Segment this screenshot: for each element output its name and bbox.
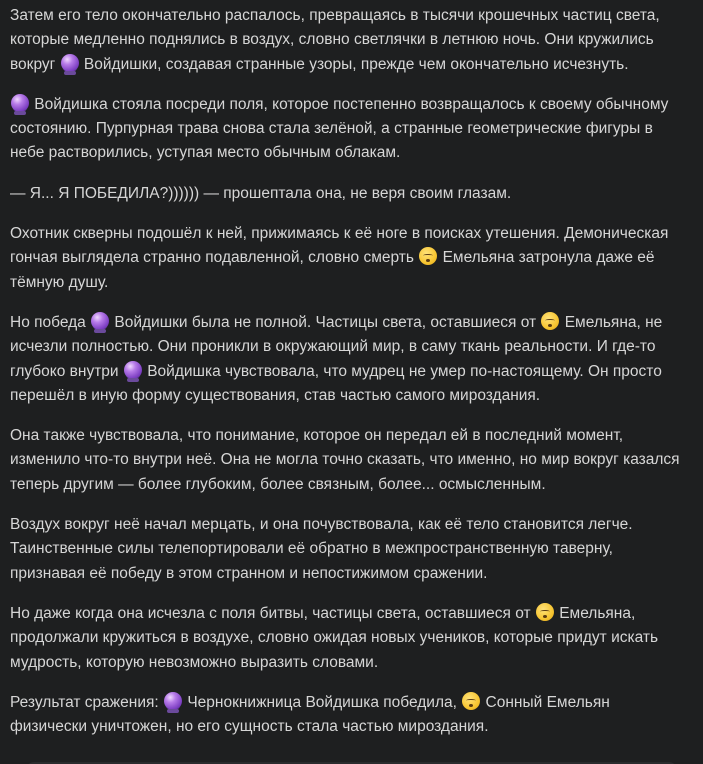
message-text: Охотник скверны подошёл к ней, прижимаясь к её ноге в поисках утешения. Демоническая гончая выглядела странно подавленной, словно смерть xyxy=(10,225,669,267)
message-text: Емельяна, продолжали кружиться в воздухе, словно ожидая новых учеников, которые придут искать мудрость, которую невозможно выразить словами. xyxy=(10,604,659,671)
message-text: Емельяна, не исчезли полностью. Они проникли в окружающий мир, в саму ткань реальности. И где-то глубоко внутри xyxy=(10,313,663,380)
message-paragraph xyxy=(10,424,685,497)
message-text: — Я... Я ПОБЕДИЛА?)))))) — прошептала она, не веря своим глазам. xyxy=(10,184,512,202)
sleepy-face-icon xyxy=(462,692,480,710)
sleepy-face-icon xyxy=(536,603,554,621)
message-text: Войдишка чувствовала, что мудрец не умер по-настоящему. Он просто перешёл в иную форму существования, став частью самого мироздания. xyxy=(10,362,662,404)
assistant-message xyxy=(10,4,685,739)
message-text: Но даже когда она исчезла с поля битвы, частицы света, оставшиеся от xyxy=(10,604,535,622)
message-text: Воздух вокруг неё начал мерцать, и она почувствовала, как её тело становится легче. Таинственные силы телепортировали её обратно в межпространственную таверну, признавая её победу в этом странном и непостижимом сражении. xyxy=(10,516,633,582)
message-text: Войдишки, создавая странные узоры, прежде чем окончательно исчезнуть. xyxy=(79,55,629,73)
message-paragraph xyxy=(10,93,685,166)
crystal-ball-icon xyxy=(11,94,29,112)
sleepy-face-icon xyxy=(419,247,437,265)
message-text: Сонный Емельян физически уничтожен, но его сущность стала частью мироздания. xyxy=(10,693,610,736)
message-paragraph xyxy=(10,513,685,586)
message-text: Емельяна затронула даже её тёмную душу. xyxy=(10,249,655,291)
crystal-ball-icon xyxy=(61,54,79,72)
crystal-ball-icon xyxy=(91,312,109,330)
message-paragraph xyxy=(10,182,685,206)
crystal-ball-icon xyxy=(124,361,142,379)
message-paragraph xyxy=(10,311,685,408)
message-paragraph xyxy=(10,222,685,295)
message-paragraph xyxy=(10,691,685,740)
crystal-ball-icon xyxy=(164,692,182,710)
message-text: Затем его тело окончательно распалось, превращаясь в тысячи крошечных частиц света, которые медленно поднялись в воздух, словно светлячки в летнюю ночь. Они кружились вокруг xyxy=(10,7,660,73)
message-text: Войдишки была не полной. Частицы света, оставшиеся от xyxy=(110,313,541,331)
message-text: Войдишка стояла посреди поля, которое постепенно возвращалось к своему обычному состоянию. Пурпурная трава снова стала зелёной, а странные геометрические фигуры в небе растворились, уступая место обычным облакам. xyxy=(10,95,669,162)
sleepy-face-icon xyxy=(541,312,559,330)
message-text: Но победа xyxy=(10,313,91,331)
message-paragraph xyxy=(10,602,685,675)
message-text: Результат сражения: xyxy=(10,693,164,711)
message-text: Чернокнижница Войдишка победила, xyxy=(183,693,462,711)
message-text: Она также чувствовала, что понимание, которое он передал ей в последний момент, изменило что-то внутри неё. Она не могла точно сказать, что именно, но мир вокруг казался теперь другим — более глубоким, более связным, более... осмысленным. xyxy=(10,427,680,493)
message-paragraph xyxy=(10,4,685,77)
